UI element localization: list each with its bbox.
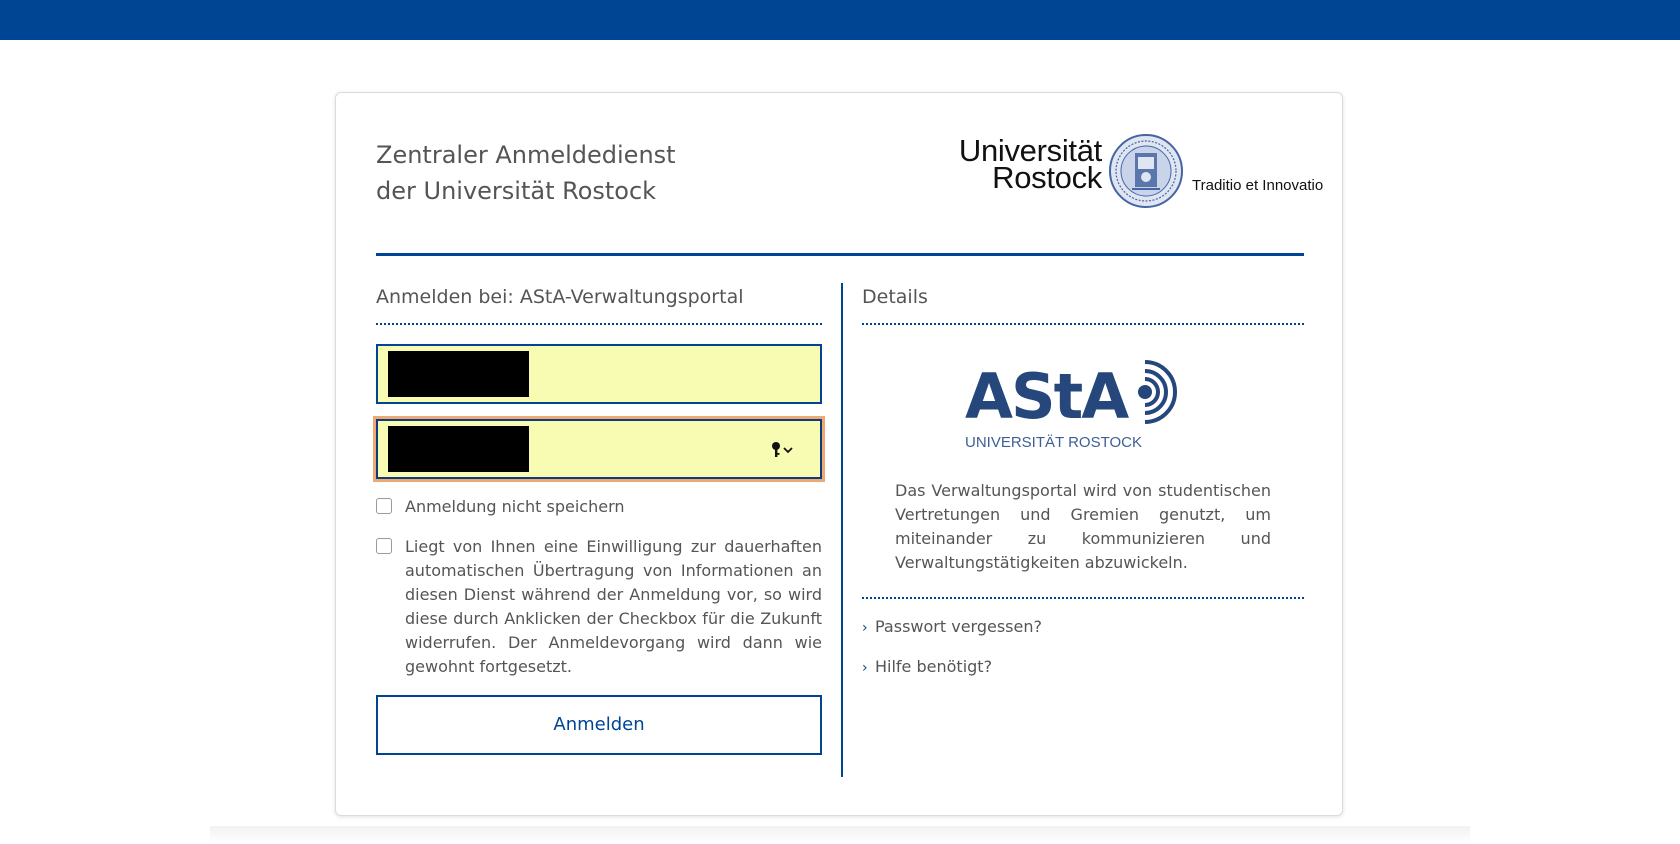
redacted-username: [388, 351, 529, 397]
header-divider: [376, 253, 1304, 256]
asta-logo-subtitle: UNIVERSITÄT ROSTOCK: [965, 434, 1142, 451]
university-logo: [936, 133, 1324, 213]
page-title-line-2: der Universität Rostock: [376, 177, 657, 205]
key-icon[interactable]: [770, 441, 796, 459]
column-divider: [841, 283, 843, 777]
page-title-line-1: Zentraler Anmeldedienst: [376, 141, 676, 169]
password-field[interactable]: [376, 419, 822, 479]
no-store-checkbox[interactable]: [376, 498, 392, 514]
revoke-consent-label[interactable]: Liegt von Ihnen eine Einwilligung zur dauerhaften automatischen Übertragung von Informationen an diesen Dienst während der Anmeldung vor, so wird diese durch Anklicken der Checkbox für die Zukunft widerrufen. Der Anmeldevorgang wird dann wie gewohnt fortgesetzt.: [405, 537, 822, 676]
asta-logo: [953, 357, 1213, 457]
asta-logo-word: AStA: [965, 360, 1128, 433]
signal-waves-icon: [1123, 357, 1193, 431]
login-button[interactable]: Anmelden: [376, 695, 822, 755]
redacted-password: [388, 426, 529, 472]
help-label[interactable]: Hilfe benötigt?: [875, 657, 993, 676]
help-link[interactable]: [862, 655, 1304, 695]
login-card: [335, 92, 1343, 816]
forgot-password-link[interactable]: [862, 615, 1304, 655]
university-name-line-1: Universität: [958, 133, 1102, 168]
university-motto: Traditio et Innovatio: [1192, 177, 1324, 194]
login-heading: Anmelden bei: AStA-Verwaltungsportal: [376, 286, 744, 308]
page-bottom-shadow: [210, 826, 1470, 844]
revoke-consent-checkbox[interactable]: [376, 538, 392, 554]
university-seal-icon: [1108, 133, 1184, 209]
university-name: [936, 133, 1102, 195]
service-description: Das Verwaltungsportal wird von studentischen Vertretungen und Gremien genutzt, um miteinander zu kommunizieren und Verwaltungstätigkeiten abzuwickeln.: [895, 481, 1271, 572]
username-field[interactable]: [376, 344, 822, 404]
login-column: [376, 283, 822, 755]
university-name-line-2: Rostock: [992, 160, 1102, 195]
details-column: [862, 283, 1304, 695]
page-title: [376, 137, 676, 209]
forgot-password-label[interactable]: Passwort vergessen?: [875, 617, 1042, 636]
top-bar: [0, 0, 1680, 40]
details-heading: Details: [862, 286, 928, 308]
revoke-consent-option[interactable]: [376, 535, 822, 679]
chevron-right-icon: ›: [862, 660, 868, 676]
no-store-option[interactable]: [376, 495, 822, 519]
chevron-right-icon: ›: [862, 620, 868, 636]
no-store-label[interactable]: Anmeldung nicht speichern: [405, 497, 625, 516]
